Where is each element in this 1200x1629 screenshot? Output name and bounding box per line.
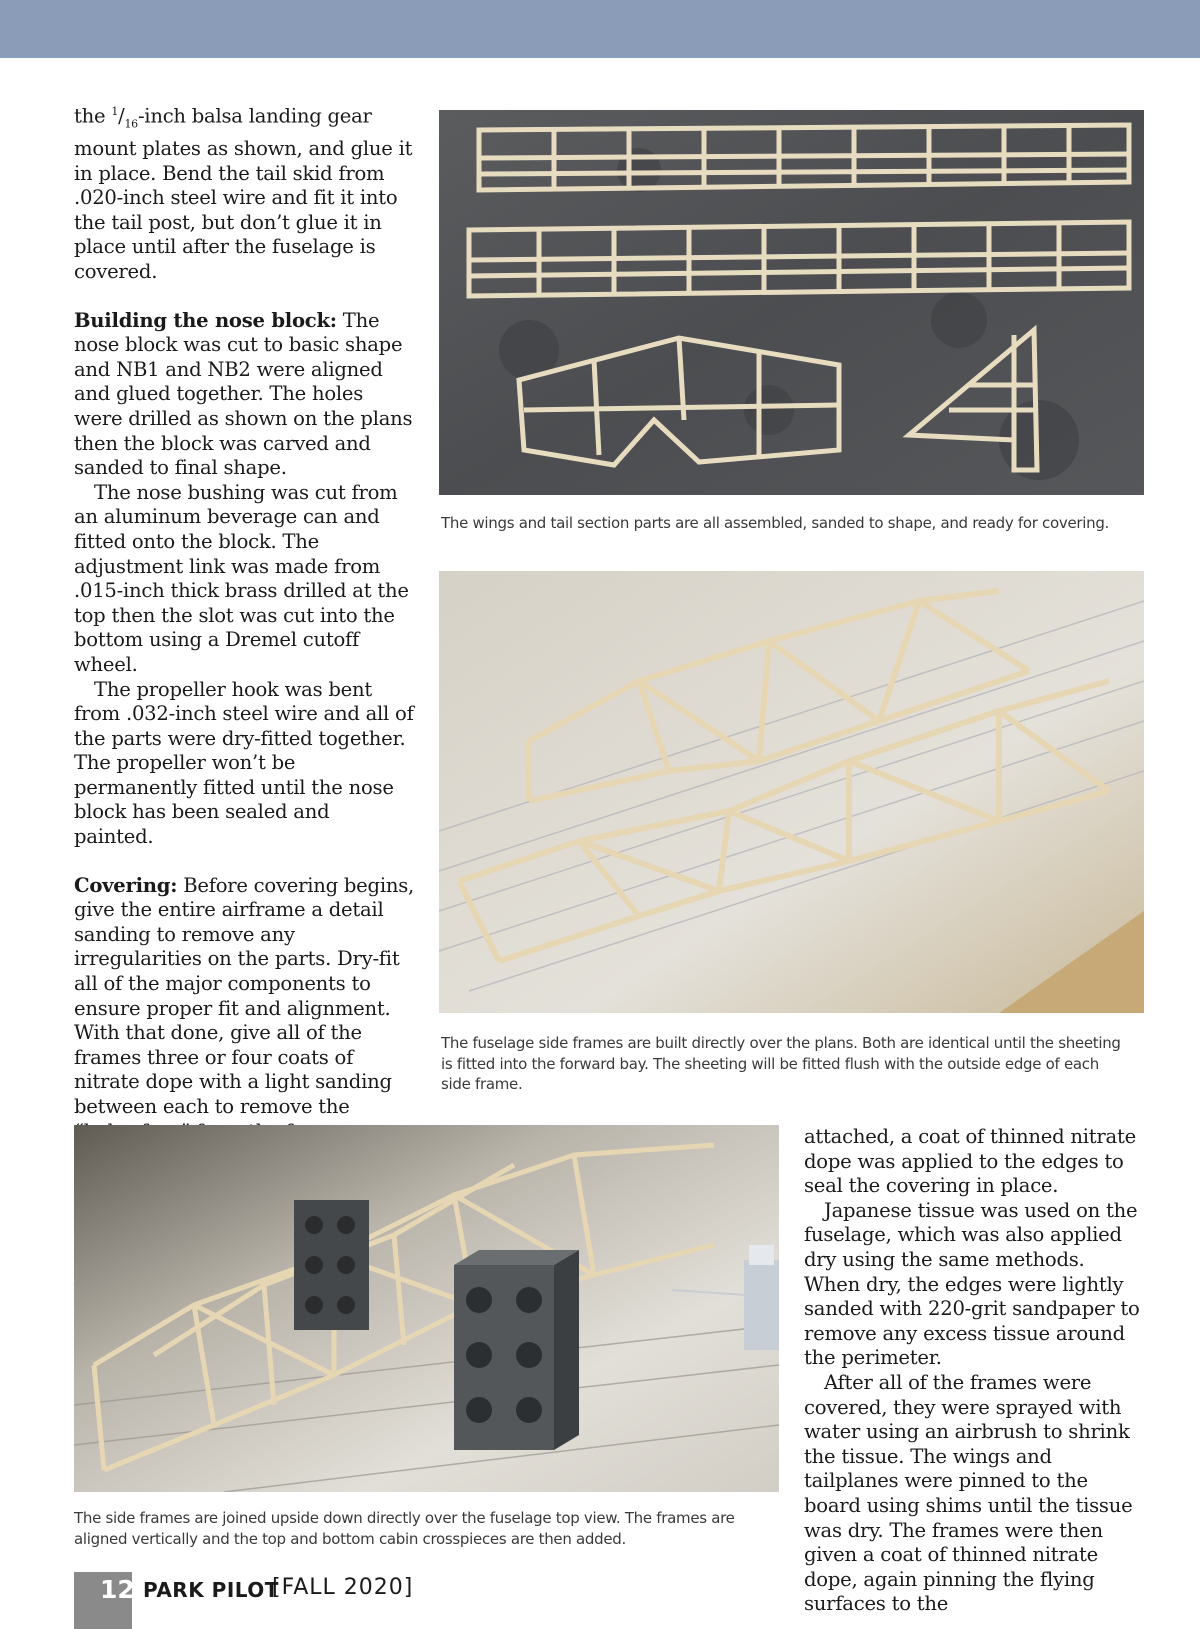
paragraph-landing-gear: the $^1/_{16}$-inch balsa landing gear mount plates as shown, and glue it in place. Bend the tail skid from .020-inch steel wire and fit it into the tail post, but don’t glue it in place until after the fuselage is covered. bbox=[74, 104, 413, 283]
paragraph-nose-block: Building the nose block: The nose block was cut to basic shape and NB1 and NB2 were aligned and glued together. The holes were drilled as shown on the plans then the block was carved and sanded to final shape. bbox=[74, 308, 413, 480]
caption-fuselage-side-frames: The fuselage side frames are built directly over the plans. Both are identical until the sheeting is fitted into the forward bay. The sheeting will be fitted flush with the outside edge of each side frame. bbox=[441, 1034, 1121, 1093]
caption-joined-frames: The side frames are joined upside down directly over the fuselage top view. The frames are aligned vertically and the top and bottom cabin crosspieces are then added. bbox=[74, 1509, 735, 1548]
magazine-name: PARK PILOT bbox=[143, 1578, 279, 1602]
issue-label: [FALL 2020] bbox=[272, 1575, 414, 1600]
paragraph-nose-bushing: The nose bushing was cut from an aluminum beverage can and fitted onto the block. The adjustment link was made from .015-inch thick brass drilled at the top then the slot was cut into the bottom using a Dremel cutoff wheel. bbox=[74, 480, 409, 676]
header-band bbox=[0, 0, 1200, 58]
text-column-right bbox=[804, 1125, 1144, 1617]
paragraph-japanese-tissue: Japanese tissue was used on the fuselage, which was also applied dry using the same methods. When dry, the edges were lightly sanded with 220-grit sandpaper to remove any excess tissue around the perimeter. bbox=[804, 1198, 1140, 1370]
paragraph-nitrate-seal: attached, a coat of thinned nitrate dope was applied to the edges to seal the covering in place. bbox=[804, 1125, 1136, 1198]
paragraph-covering: Covering: Before covering begins, give the entire airframe a detail sanding to remove any irregularities on the parts. Dry-fit all of the major components to ensure proper fit and alignment. With that done, give all of the frames three or four coats of nitrate dope with a light sanding between each to remove the bbox=[74, 873, 414, 1118]
paragraph-propeller-hook: The propeller hook was bent from .032-inch steel wire and all of the parts were dry-fitted together. The propeller won’t be permanently fitted until the nose block has been sealed and painted. bbox=[74, 677, 414, 849]
heading-nose-block: Building the nose block: bbox=[74, 308, 337, 332]
caption-wings-tail: The wings and tail section parts are all assembled, sanded to shape, and ready for covering. bbox=[441, 514, 1110, 532]
page-number: 12 bbox=[100, 1575, 135, 1604]
photo-wings-tail bbox=[439, 110, 1144, 495]
paragraph-shrink-tissue: After all of the frames were covered, they were sprayed with water using an airbrush to shrink the tissue. The wings and tailplanes were pinned to the board using shims until the tissue was dry. The frames were then given a coat of thinned nitrate dope, again pinning the flying surfaces to the bbox=[804, 1370, 1133, 1616]
photo-joined-frames bbox=[74, 1125, 779, 1492]
heading-covering: Covering: bbox=[74, 873, 178, 897]
text-column-left bbox=[74, 100, 414, 1292]
photo-fuselage-side-frames bbox=[439, 571, 1144, 1013]
